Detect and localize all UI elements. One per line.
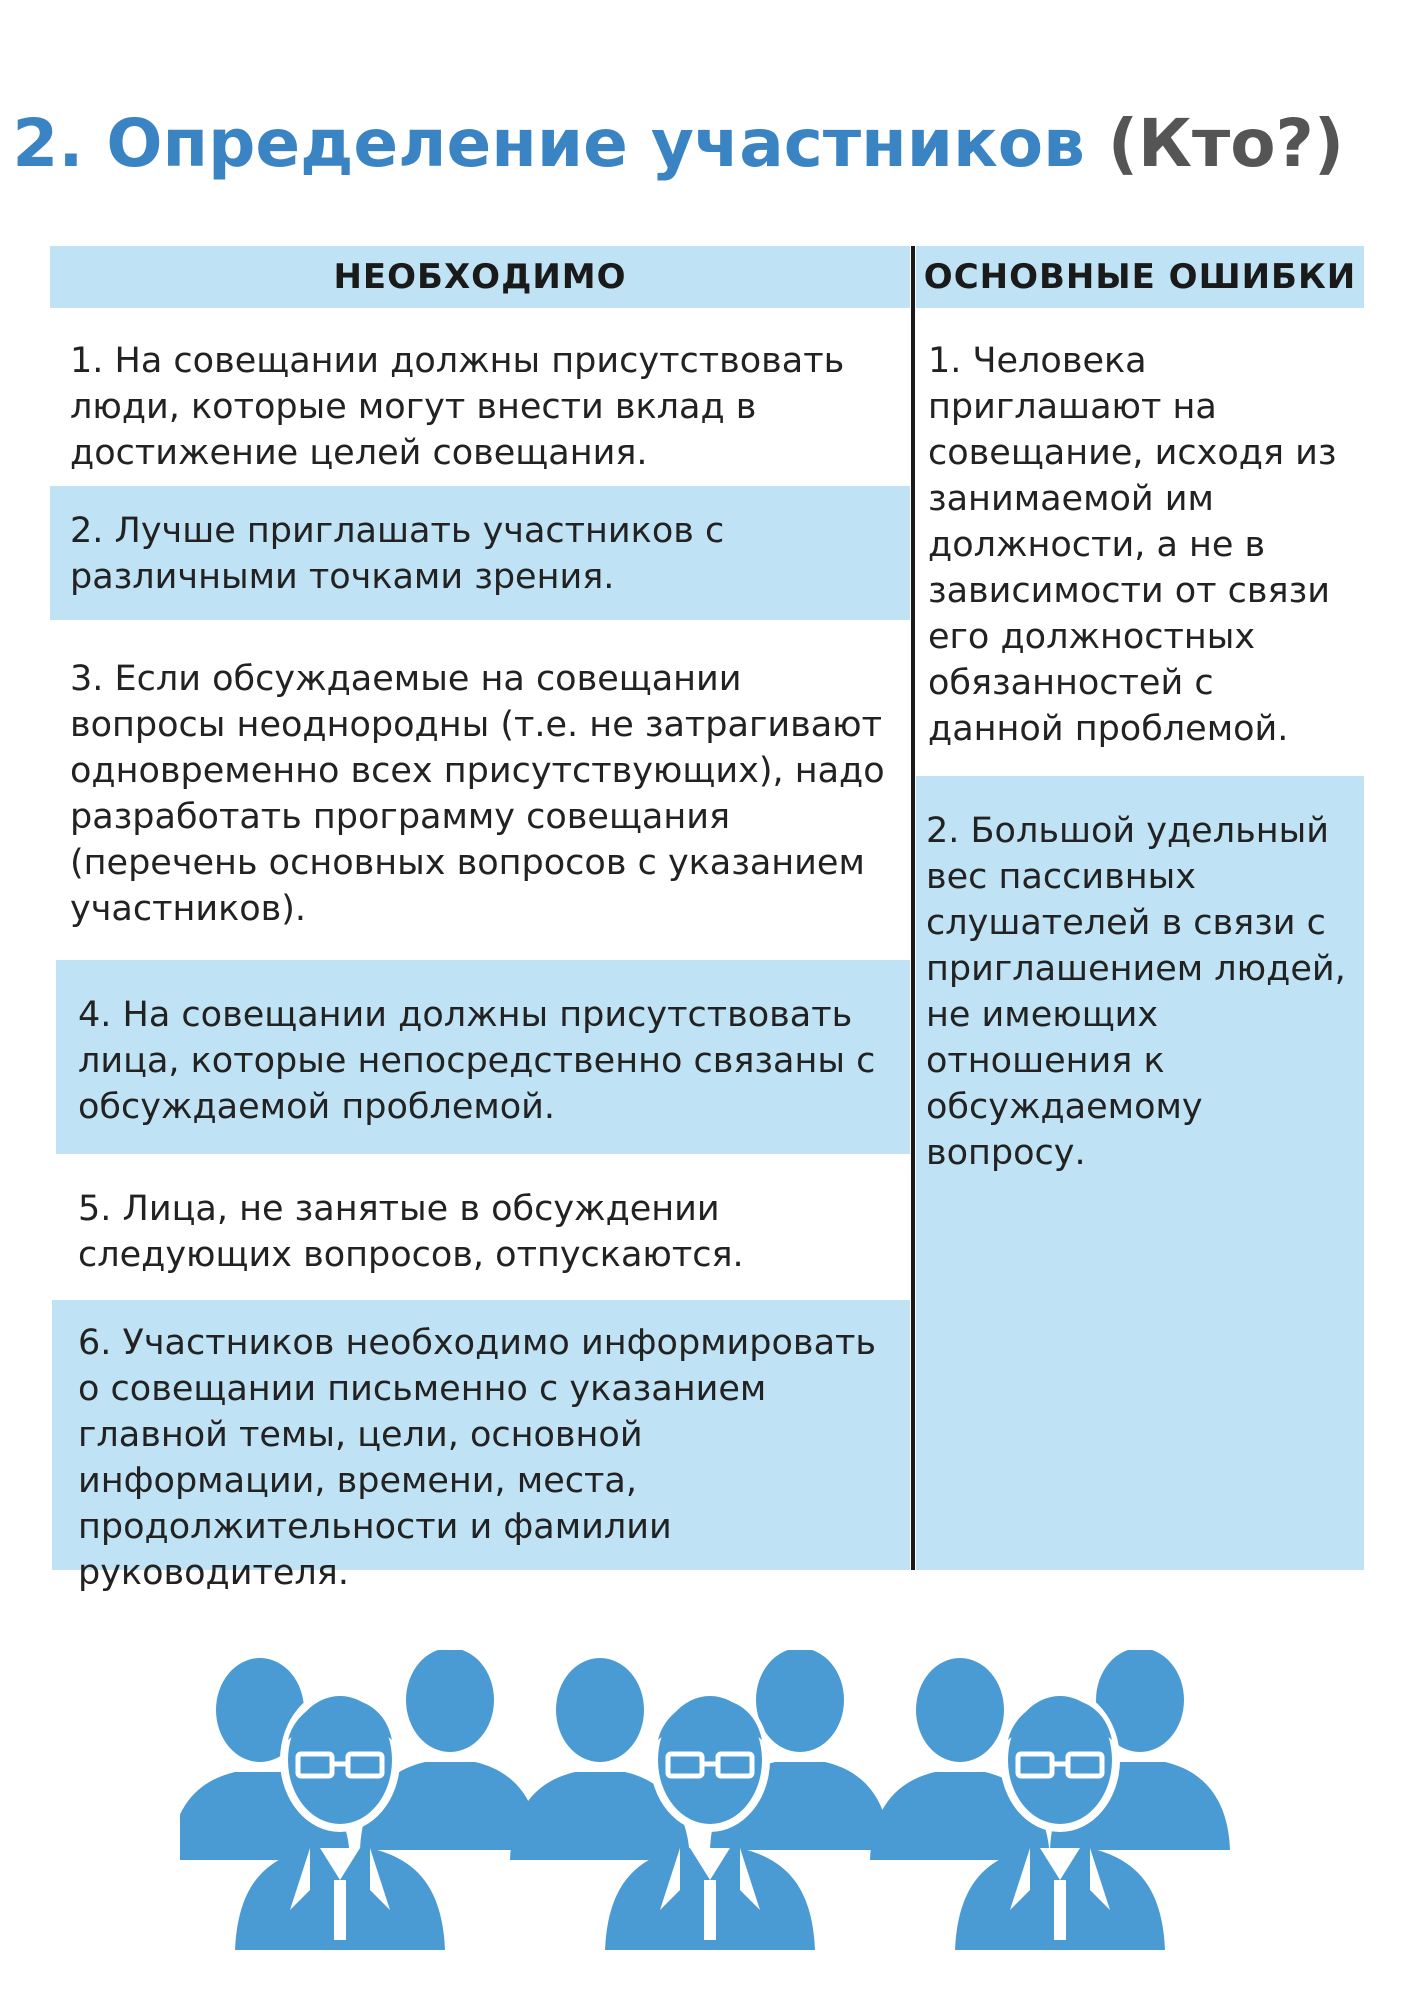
column-header-necessary: НЕОБХОДИМО <box>50 246 910 308</box>
necessary-item-2: 2. Лучше приглашать участников с различными точками зрения. <box>50 486 910 620</box>
column-divider <box>911 246 915 1570</box>
necessary-item-1: 1. На совещании должны присутствовать люди, которые могут внести вклад в достижение целей совещания. <box>50 316 910 482</box>
necessary-item-6: 6. Участников необходимо информировать о совещании письменно с указанием главной темы, цели, основной информации, времени, места, продолжительности и фамилии руководителя. <box>52 1300 910 1570</box>
title-main: 2. Определение участников <box>12 105 1085 182</box>
title-question: (Кто?) <box>1107 105 1344 182</box>
mistake-item-1: 1. Человека приглашают на совещание, исходя из занимаемой им должности, а не в зависимости от связи его должностных обязанностей с данной проблемой. <box>916 316 1364 774</box>
meeting-people-icon <box>180 1650 1240 1950</box>
necessary-item-5: 5. Лица, не занятые в обсуждении следующих вопросов, отпускаются. <box>56 1166 910 1296</box>
mistake-item-2: 2. Большой удельный вес пассивных слушателей в связи с приглашением людей, не имеющих отношения к обсуждаемому вопросу. <box>916 776 1364 1570</box>
necessary-item-3: 3. Если обсуждаемые на совещании вопросы неоднородны (т.е. не затрагивают одновременно всех присутствующих), надо разработать программу совещания (перечень основных вопросов с указанием участников). <box>50 630 910 948</box>
page-title <box>0 104 1414 184</box>
column-header-mistakes: ОСНОВНЫЕ ОШИБКИ <box>916 246 1364 308</box>
necessary-item-4: 4. На совещании должны присутствовать лица, которые непосредственно связаны с обсуждаемой проблемой. <box>56 960 910 1154</box>
